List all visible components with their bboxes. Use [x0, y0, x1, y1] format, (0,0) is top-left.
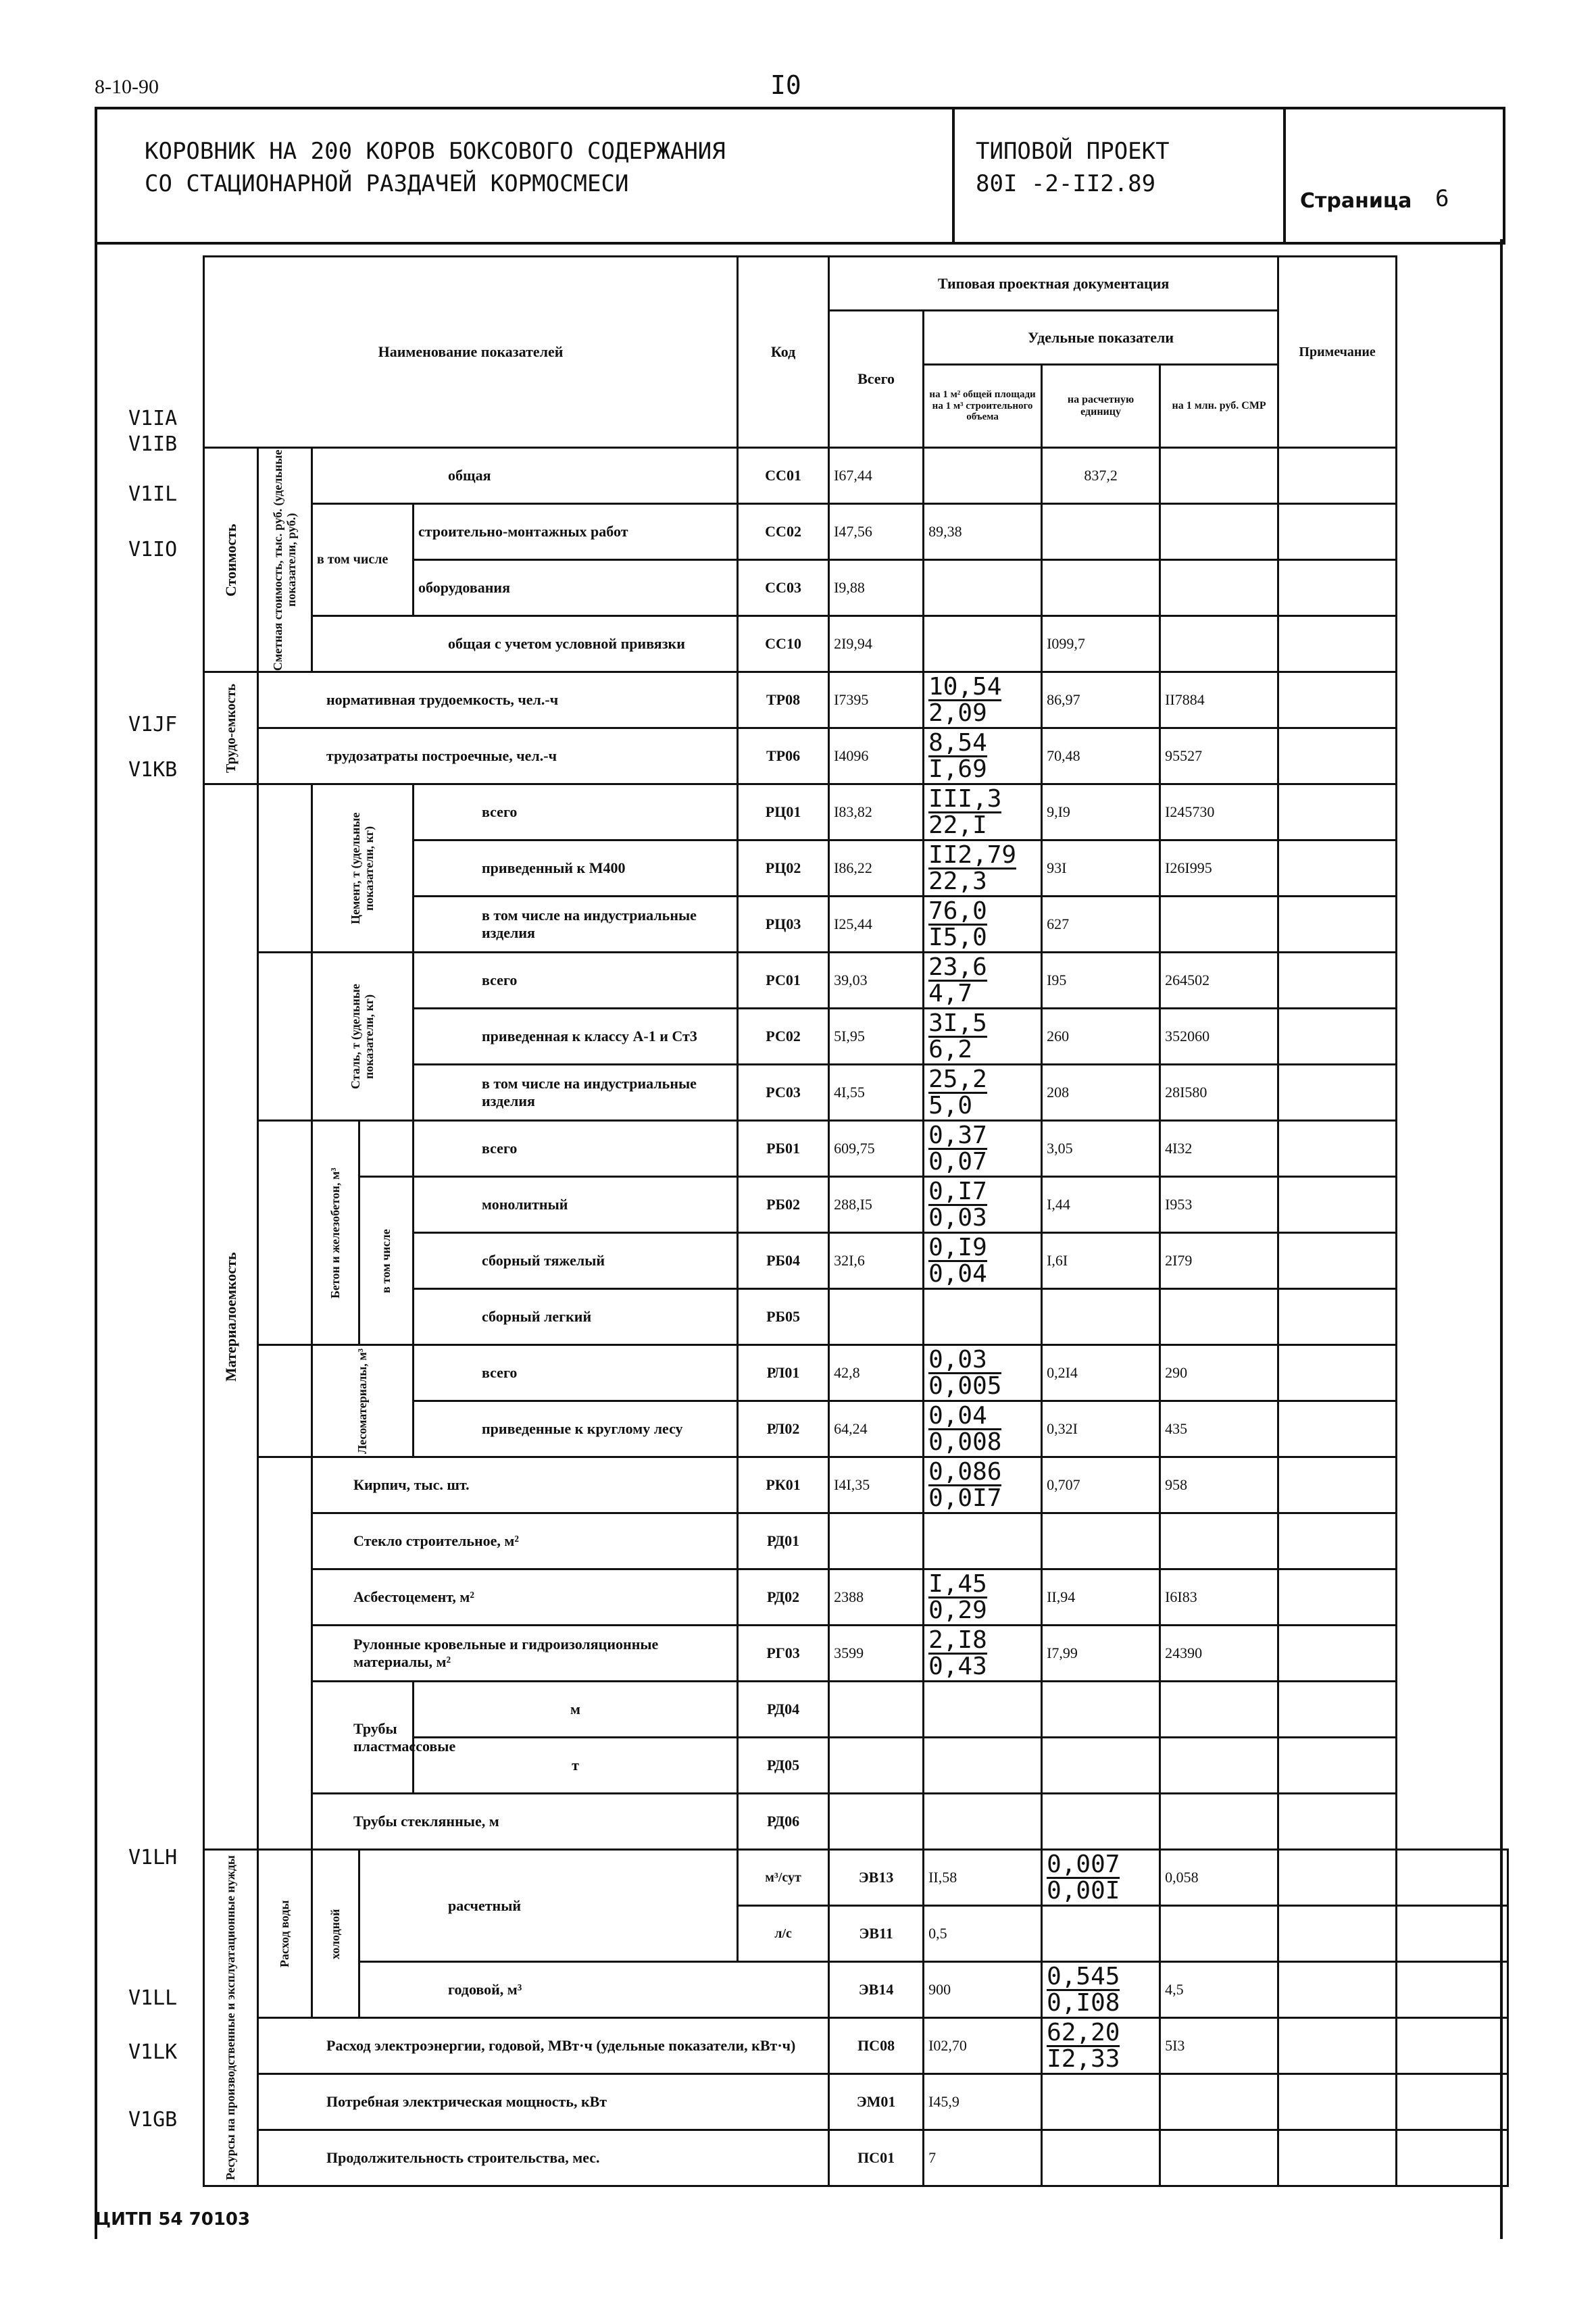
title-line-2: СО СТАЦИОНАРНОЙ РАЗДАЧЕЙ КОРМОСМЕСИ: [145, 170, 629, 197]
row-unit: 208: [1042, 1065, 1160, 1121]
row-ratio: [924, 616, 1042, 672]
row-code: РД04: [738, 1682, 829, 1738]
row-total: 609,75: [829, 1121, 924, 1177]
row-code: РЦ01: [738, 784, 829, 840]
row-total: I7395: [829, 672, 924, 728]
row-unit: 70,48: [1042, 728, 1160, 784]
side-label: V1LK: [128, 2040, 178, 2064]
row-name: Кирпич, тыс. шт.: [312, 1457, 738, 1513]
row-total: I4096: [829, 728, 924, 784]
row-ratio: $\frac{23,6}{4,7}$: [924, 953, 1042, 1009]
row-name: в том числе на индустриальные изделия: [414, 1065, 738, 1121]
row-mln: I245730: [1160, 784, 1278, 840]
row-code: ПС08: [829, 2018, 924, 2074]
row-mln: [1160, 448, 1278, 504]
row-unit-label: м: [414, 1682, 738, 1738]
row-unit: 5I3: [1160, 2018, 1278, 2074]
row-name: в том числе на индустриальные изделия: [414, 897, 738, 953]
row-name: оборудования: [414, 560, 738, 616]
row-name: Потребная электрическая мощность, кВт: [258, 2074, 829, 2130]
row-mln: I6I83: [1160, 1569, 1278, 1626]
row-total: I9,88: [829, 560, 924, 616]
row-ratio: $\frac{I,45}{0,29}$: [924, 1569, 1042, 1626]
group-material: Материалоемкость: [204, 784, 258, 1850]
row-name: трудозатраты построечные, чел.-ч: [258, 728, 738, 784]
row-unit: 9,I9: [1042, 784, 1160, 840]
row-unit: 260: [1042, 1009, 1160, 1065]
row-total: 42,8: [829, 1345, 924, 1401]
row-ratio: $\frac{3I,5}{6,2}$: [924, 1009, 1042, 1065]
row-unit: 86,97: [1042, 672, 1160, 728]
row-name: сборный тяжелый: [414, 1233, 738, 1289]
side-label: V1IB: [128, 432, 178, 456]
row-mln: [1160, 616, 1278, 672]
row-ratio: [924, 1513, 1042, 1569]
col-name-header: Наименование показателей: [204, 257, 738, 448]
row-ratio: [924, 1289, 1042, 1345]
row-mln: 352060: [1160, 1009, 1278, 1065]
group-resources: Ресурсы на производственные и эксплуатационные нужды: [204, 1850, 258, 2186]
row-code: РД05: [738, 1738, 829, 1794]
row-total: 5I,95: [829, 1009, 924, 1065]
row-total: 900: [924, 1962, 1042, 2018]
row-name: Рулонные кровельные и гидроизоляционные материалы, м²: [312, 1626, 738, 1682]
row-name: всего: [414, 784, 738, 840]
row-unit: 3,05: [1042, 1121, 1160, 1177]
row-ratio: $\frac{0,086}{0,0I7}$: [924, 1457, 1042, 1513]
row-ratio: $\frac{10,54}{2,09}$: [924, 672, 1042, 728]
row-name: Расход электроэнергии, годовой, МВт·ч (удельные показатели, кВт·ч): [258, 2018, 829, 2074]
row-mln: [1160, 504, 1278, 560]
row-name: общая: [312, 448, 738, 504]
group-cement: Цемент, т (удельные показатели, кг): [312, 784, 414, 953]
row-ratio: $\frac{62,20}{I2,33}$: [1042, 2018, 1160, 2074]
row-mln: [1160, 1289, 1278, 1345]
row-code: ТР06: [738, 728, 829, 784]
row-name: Стекло строительное, м²: [312, 1513, 738, 1569]
row-mln: II7884: [1160, 672, 1278, 728]
row-name: приведенная к классу А-1 и Ст3: [414, 1009, 738, 1065]
row-mln: I953: [1160, 1177, 1278, 1233]
row-unit: [1042, 1513, 1160, 1569]
row-name: сборный легкий: [414, 1289, 738, 1345]
row-code: РК01: [738, 1457, 829, 1513]
row-code: РЦ03: [738, 897, 829, 953]
row-name: Трубы пластмассовые: [312, 1682, 414, 1794]
row-unit: 0,32I: [1042, 1401, 1160, 1457]
row-mln: [1160, 897, 1278, 953]
page-label: Страница: [1300, 189, 1412, 213]
row-code: СС10: [738, 616, 829, 672]
row-ratio: $\frac{II2,79}{22,3}$: [924, 840, 1042, 897]
row-name: всего: [414, 953, 738, 1009]
row-code: РЛ02: [738, 1401, 829, 1457]
row-name: всего: [414, 1121, 738, 1177]
group-water: Расход воды: [258, 1850, 312, 2018]
row-total: 3599: [829, 1626, 924, 1682]
doc-date: 8-10-90: [95, 76, 159, 98]
row-code: РБ05: [738, 1289, 829, 1345]
row-ratio: $\frac{76,0}{I5,0}$: [924, 897, 1042, 953]
row-total: I67,44: [829, 448, 924, 504]
row-code: РБ04: [738, 1233, 829, 1289]
row-unit: 93I: [1042, 840, 1160, 897]
row-unit: II,94: [1042, 1569, 1160, 1626]
row-total: 32I,6: [829, 1233, 924, 1289]
project-code: 80I -2-II2.89: [976, 170, 1156, 197]
row-ratio: $\frac{8,54}{I,69}$: [924, 728, 1042, 784]
row-unit: I7,99: [1042, 1626, 1160, 1682]
row-total: I83,82: [829, 784, 924, 840]
row-total: 4I,55: [829, 1065, 924, 1121]
row-unit: I,6I: [1042, 1233, 1160, 1289]
row-code: РБ01: [738, 1121, 829, 1177]
col-per-unit-header: на расчетную единицу: [1042, 365, 1160, 448]
row-ratio: [924, 560, 1042, 616]
row-code: РС03: [738, 1065, 829, 1121]
row-name: приведенные к круглому лесу: [414, 1401, 738, 1457]
group-cost: Стоимость: [204, 448, 258, 672]
row-mln: 435: [1160, 1401, 1278, 1457]
group-timber: Лесоматериалы, м³: [312, 1345, 414, 1457]
row-unit: 0,058: [1160, 1850, 1278, 1906]
row-unit: 837,2: [1042, 448, 1160, 504]
row-ratio: $\frac{2,I8}{0,43}$: [924, 1626, 1042, 1682]
row-ratio: $\frac{0,545}{0,I08}$: [1042, 1962, 1160, 2018]
row-unit: 627: [1042, 897, 1160, 953]
side-label: V1JF: [128, 713, 178, 736]
row-unit-label: л/с: [738, 1906, 829, 1962]
group-concrete: Бетон и железобетон, м³: [312, 1121, 359, 1345]
col-doc-header: Типовая проектная документация: [829, 257, 1278, 311]
row-unit: I099,7: [1042, 616, 1160, 672]
row-mln: 4I32: [1160, 1121, 1278, 1177]
row-unit: I,44: [1042, 1177, 1160, 1233]
row-mln: [1160, 1513, 1278, 1569]
row-total: [829, 1289, 924, 1345]
row-total: 39,03: [829, 953, 924, 1009]
side-label: V1IL: [128, 482, 178, 506]
side-label: V1IA: [128, 407, 178, 430]
row-code: РС02: [738, 1009, 829, 1065]
col-total-header: Всего: [829, 311, 924, 448]
row-name: всего: [414, 1345, 738, 1401]
row-mln: 264502: [1160, 953, 1278, 1009]
row-code: ЭВ13: [829, 1850, 924, 1906]
row-mln: I26I995: [1160, 840, 1278, 897]
side-label: V1KB: [128, 758, 178, 782]
row-mln: 958: [1160, 1457, 1278, 1513]
row-code: РС01: [738, 953, 829, 1009]
row-ratio: 89,38: [924, 504, 1042, 560]
row-code: РГ03: [738, 1626, 829, 1682]
row-total: 7: [924, 2130, 1042, 2186]
row-unit: [1042, 1289, 1160, 1345]
row-total: 64,24: [829, 1401, 924, 1457]
row-ratio: $\frac{25,2}{5,0}$: [924, 1065, 1042, 1121]
row-ratio: [924, 448, 1042, 504]
col-per-mln-header: на 1 млн. руб. СМР: [1160, 365, 1278, 448]
row-total: I4I,35: [829, 1457, 924, 1513]
row-total: I45,9: [924, 2074, 1042, 2130]
row-ratio: $\frac{0,I7}{0,03}$: [924, 1177, 1042, 1233]
row-mln: 24390: [1160, 1626, 1278, 1682]
row-ratio: $\frac{0,I9}{0,04}$: [924, 1233, 1042, 1289]
row-code: ЭВ14: [829, 1962, 924, 2018]
row-ratio: $\frac{0,03}{0,005}$: [924, 1345, 1042, 1401]
row-code: ТР08: [738, 672, 829, 728]
row-mln: 2I79: [1160, 1233, 1278, 1289]
row-name: расчетный: [359, 1850, 738, 1962]
row-total: 0,5: [924, 1906, 1042, 1962]
row-code: ЭМ01: [829, 2074, 924, 2130]
row-mln: 95527: [1160, 728, 1278, 784]
row-code: РБ02: [738, 1177, 829, 1233]
row-code: РД01: [738, 1513, 829, 1569]
row-total: [829, 1513, 924, 1569]
row-ratio: $\frac{\text{III,3}}{22,I}$: [924, 784, 1042, 840]
row-unit: 0,2I4: [1042, 1345, 1160, 1401]
row-total: II,58: [924, 1850, 1042, 1906]
row-unit-label: т: [414, 1738, 738, 1794]
row-name: строительно-монтажных работ: [414, 504, 738, 560]
row-unit: I95: [1042, 953, 1160, 1009]
group-cold: холодной: [312, 1850, 359, 2018]
row-total: 288,I5: [829, 1177, 924, 1233]
title-line-1: КОРОВНИК НА 200 КОРОВ БОКСОВОГО СОДЕРЖАНИЯ: [145, 138, 726, 165]
col-note-header: Примечание: [1278, 257, 1397, 448]
col-specific-header: Удельные показатели: [924, 311, 1278, 365]
group-concrete-sub: в том числе: [359, 1177, 414, 1345]
row-total: 2388: [829, 1569, 924, 1626]
page-number: I0: [770, 70, 801, 100]
side-label: V1LH: [128, 1846, 178, 1869]
row-mln: [1160, 560, 1278, 616]
row-mln: 28I580: [1160, 1065, 1278, 1121]
row-name: приведенный к М400: [414, 840, 738, 897]
col-per-m2-header: на 1 м² общей площади на 1 м³ строительного объема: [924, 365, 1042, 448]
project-label: ТИПОВОЙ ПРОЕКТ: [976, 138, 1170, 165]
row-total: I47,56: [829, 504, 924, 560]
row-total: I86,22: [829, 840, 924, 897]
group-cost-sub: Сметная стоимость, тыс. руб. (удельные показатели, руб.): [258, 448, 312, 672]
row-total: 2I9,94: [829, 616, 924, 672]
row-unit: 0,707: [1042, 1457, 1160, 1513]
indicators-table: [203, 255, 1509, 2187]
cost-in-that: в том числе: [312, 504, 414, 616]
row-name: Трубы стеклянные, м: [312, 1794, 738, 1850]
side-label: V1GB: [128, 2108, 178, 2132]
row-unit: 4,5: [1160, 1962, 1278, 2018]
row-ratio: $\frac{0,04}{0,008}$: [924, 1401, 1042, 1457]
side-label: V1LL: [128, 1986, 178, 2010]
row-unit-label: м³/сут: [738, 1850, 829, 1906]
row-unit: [1042, 504, 1160, 560]
row-name: годовой, м³: [359, 1962, 829, 2018]
row-total: I02,70: [924, 2018, 1042, 2074]
row-name: Асбестоцемент, м²: [312, 1569, 738, 1626]
row-unit: [1042, 560, 1160, 616]
row-code: СС02: [738, 504, 829, 560]
row-mln: 290: [1160, 1345, 1278, 1401]
group-labor: Трудо-емкость: [204, 672, 258, 784]
row-code: РЛ01: [738, 1345, 829, 1401]
col-code-header: Код: [738, 257, 829, 448]
row-name: монолитный: [414, 1177, 738, 1233]
row-name: нормативная трудоемкость, чел.-ч: [258, 672, 738, 728]
row-name: Продолжительность строительства, мес.: [258, 2130, 829, 2186]
side-label: V1IO: [128, 538, 178, 561]
row-ratio: $\frac{0,37}{0,07}$: [924, 1121, 1042, 1177]
title-block: [95, 107, 1505, 245]
row-code: ЭВ11: [829, 1906, 924, 1962]
row-code: СС01: [738, 448, 829, 504]
row-code: СС03: [738, 560, 829, 616]
footer-stamp: ЦИТП 54 70103: [95, 2209, 251, 2230]
row-ratio: $\frac{0,007}{0,00I}$: [1042, 1850, 1160, 1906]
row-name: общая с учетом условной привязки: [312, 616, 738, 672]
row-total: I25,44: [829, 897, 924, 953]
row-code: РЦ02: [738, 840, 829, 897]
frame-left: [95, 239, 97, 2239]
page-value: 6: [1435, 185, 1449, 212]
row-code: РД02: [738, 1569, 829, 1626]
row-code: ПС01: [829, 2130, 924, 2186]
group-steel: Сталь, т (удельные показатели, кг): [312, 953, 414, 1121]
row-code: РД06: [738, 1794, 829, 1850]
